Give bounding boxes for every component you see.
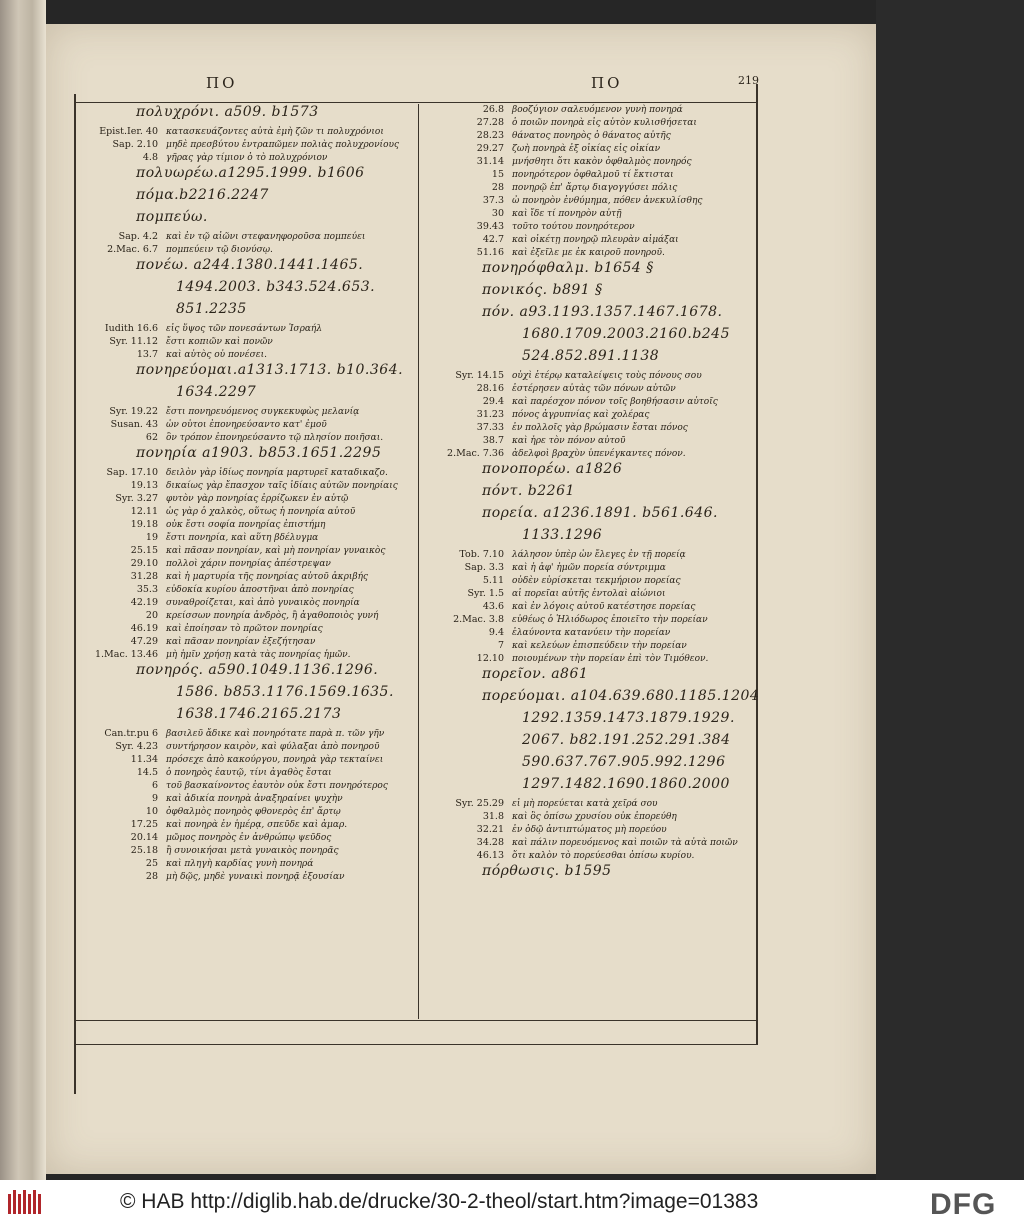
citation-text: εὐθέως ὁ Ἡλιόδωρος ἐποιεῖτο τὴν πορείαν [512,615,708,625]
citation-text: καὶ ἀδικία πονηρὰ ἀναξηραίνει ψυχὴν [166,794,343,804]
citation-line [76,152,416,165]
citation-reference: 28 [145,871,158,882]
citation-reference: 25.18 [130,845,158,856]
citation-reference: 47.29 [130,636,158,647]
citation-text: καὶ κελεύων ἐπισπεύδειν τὴν πορείαν [512,641,687,651]
bottom-double-rule [74,1044,758,1045]
citation-reference: 39.43 [476,221,504,232]
citation-text: ὡς γὰρ ὁ χαλκὸς, οὕτως ἡ πονηρία αὐτοῦ [166,507,356,517]
citation-text: καὶ ἐν τῷ αἰῶνι στεφανηφοροῦσα πομπεύει [166,232,366,242]
headword-continuation: 1680.1709.2003.2160.b245 [522,326,730,342]
citation-reference: Syr. 1.5 [467,588,504,599]
citation-reference: 30 [491,208,504,219]
citation-text: λάλησον ὑπὲρ ὧν ἔλεγες ἐν τῇ πορείᾳ [512,550,686,560]
citation-text: εὐδοκία κυρίου ἀποστῆναι ἀπὸ πονηρίας [166,585,354,595]
headword-continuation: 1494.2003. b343.524.653. [176,279,376,295]
citation-text: τοῦτο τούτου πονηρότερον [512,222,635,232]
citation-text: ἀδελφοὶ βραχὺν ὑπενέγκαντες πόνον. [512,449,686,459]
citation-text: ἢ συνοικήσαι μετὰ γυναικὸς πονηρᾶς [166,846,339,856]
citation-line [422,396,762,409]
citation-line [422,824,762,837]
headword-entry: πολυωρέω.a1295.1999. b1606 [136,165,365,181]
citation-text: καὶ ἡ μαρτυρία τῆς πονηρίας αὐτοῦ ἀκριβής [166,572,369,582]
citation-line [76,406,416,419]
citation-reference: 28.16 [476,383,504,394]
citation-text: καὶ ἐξεῖλε με ἐκ καιροῦ πονηροῦ. [512,248,665,258]
citation-line [76,323,416,336]
citation-text: πονηρότερον ὀφθαλμοῦ τί ἔκτισται [512,170,674,180]
citation-reference: 13.7 [136,349,158,360]
citation-text: θάνατος πονηρὸς ὁ θάνατος αὐτῆς [512,131,671,141]
viewer-footer [0,1180,1024,1225]
citation-line [76,519,416,532]
citation-reference: 25 [145,858,158,869]
citation-text: ἐλαύνοντα κατανύειν τὴν πορείαν [512,628,671,638]
citation-reference: Syr. 14.15 [455,370,504,381]
citation-reference: 28 [491,182,504,193]
citation-text: ὅτι καλὸν τὸ πορεύεσθαι ὀπίσω κυρίου. [512,851,695,861]
citation-line [422,614,762,627]
citation-line [422,143,762,156]
citation-text: καὶ ὃς ὀπίσω χρυσίου οὐκ ἐπορεύθη [512,812,677,822]
citation-reference: 46.19 [130,623,158,634]
citation-text: ὦ πονηρὸν ἐνθύμημα, πόθεν ἀνεκυλίσθης [512,196,703,206]
scan-background [876,0,1024,1180]
citation-line [422,588,762,601]
citation-line [76,819,416,832]
headword-continuation: 590.637.767.905.992.1296 [522,754,726,770]
citation-reference: 20 [145,610,158,621]
citation-reference: 35.3 [136,584,158,595]
citation-text: οὐδὲν εὑρίσκεται τεκμήριον πορείας [512,576,681,586]
citation-reference: 28.23 [476,130,504,141]
citation-text: ἐστέρησεν αὐτὰς τῶν πόνων αὐτῶν [512,384,676,394]
citation-reference: 6 [151,780,158,791]
citation-reference: 51.16 [476,247,504,258]
headword-entry: πορεία. a1236.1891. b561.646. [482,505,718,521]
citation-line [422,247,762,260]
headword-continuation: 1634.2297 [176,384,257,400]
citation-reference: 37.3 [482,195,504,206]
headword-entry: πολυχρόνι. a509. b1573 [136,104,319,120]
citation-line [76,467,416,480]
citation-reference: 2.Mac. 7.36 [447,448,504,459]
headword-continuation: 851.2235 [176,301,247,317]
headword-continuation: 1297.1482.1690.1860.2000 [522,776,730,792]
headword-continuation: 1586. b853.1176.1569.1635. [176,684,394,700]
citation-line [76,636,416,649]
headword-entry: πονικός. b891 § [482,282,603,298]
citation-line [422,383,762,396]
citation-text: καὶ ἴδε τί πονηρὸν αὐτῇ [512,209,622,219]
citation-line [76,728,416,741]
citation-line [76,767,416,780]
citation-text: ὀφθαλμὸς πονηρὸς φθονερὸς ἐπ' ἄρτῳ [166,807,341,817]
citation-reference: 31.14 [476,156,504,167]
citation-reference: 19 [145,532,158,543]
citation-reference: 12.10 [476,653,504,664]
citation-line [422,798,762,811]
citation-reference: 19.18 [130,519,158,530]
citation-text: εἰ μὴ πορεύεται κατὰ χεῖρά σου [512,799,658,809]
citation-reference: 46.13 [476,850,504,861]
citation-text: καὶ πᾶσαν πονηρίαν, καὶ μὴ πονηρίαν γυναικὸς [166,546,386,556]
page-number: 219 [738,74,759,87]
citation-reference: 5.11 [482,575,504,586]
headword-continuation: 1133.1296 [522,527,603,543]
headword-entry: πόντ. b2261 [482,483,575,499]
citation-text: βασιλεῦ ἄδικε καὶ πονηρότατε παρὰ π. τῶν γῆν [166,729,385,739]
citation-reference: 25.15 [130,545,158,556]
citation-line [422,601,762,614]
running-head-right: ΠΟ [591,74,623,92]
citation-line [76,419,416,432]
citation-text: μηδὲ πρεσβύτου ἐντραπῶμεν πολιὰς πολυχρονίους [166,140,399,150]
citation-text: ἔστι κοπιῶν καὶ πονῶν [166,337,273,347]
citation-reference: 31.23 [476,409,504,420]
citation-line [422,195,762,208]
citation-text: πόνος ἀγρυπνίας καὶ χολέρας [512,410,650,420]
citation-text: πομπεύειν τῷ διονύσῳ. [166,245,273,255]
citation-text: τοῦ βασκαίνοντος ἑαυτὸν οὐκ ἔστι πονηρότερος [166,781,388,791]
citation-line [76,623,416,636]
citation-reference: 62 [145,432,158,443]
citation-text: καὶ πάλιν πορευόμενος καὶ ποιῶν τὰ αὐτὰ ποιῶν [512,838,738,848]
citation-line [422,448,762,461]
citation-reference: 31.28 [130,571,158,582]
citation-reference: 7 [497,640,504,651]
citation-reference: 43.6 [482,601,504,612]
citation-line [76,244,416,257]
citation-reference: 29.10 [130,558,158,569]
citation-text: καὶ πονηρὰ ἐν ἡμέρᾳ, σπεῦδε καὶ ἀμαρ. [166,820,348,830]
citation-text: ἔστι πονηρία, καὶ αὕτη βδέλυγμα [166,533,319,543]
headword-continuation: 1292.1359.1473.1879.1929. [522,710,735,726]
citation-text: δειλὸν γὰρ ἰδίως πονηρία μαρτυρεῖ καταδικαζο. [166,468,388,478]
citation-line [76,793,416,806]
book-edge [0,0,46,1180]
citation-text: εἰς ὕψος τῶν πονεσάντων Ἰσραήλ [166,324,323,334]
citation-line [422,640,762,653]
dfg-logo[interactable]: DFG [930,1188,997,1221]
headword-entry: πονηρός. a590.1049.1136.1296. [136,662,379,678]
citation-line [76,649,416,662]
left-column [76,104,416,884]
citation-text: φυτὸν γὰρ πονηρίας ἐρρίζωκεν ἐν αὐτῷ [166,494,349,504]
citation-line [76,571,416,584]
citation-reference: Sap. 17.10 [106,467,158,478]
citation-reference: 9.4 [488,627,504,638]
citation-text: καὶ πᾶσαν πονηρίαν ἐξεζήτησαν [166,637,316,647]
citation-line [76,871,416,884]
citation-text: καὶ ἦρε τὸν πόνον αὐτοῦ [512,436,626,446]
citation-reference: Sap. 2.10 [112,139,158,150]
citation-reference: Tob. 7.10 [459,549,504,560]
citation-line [422,837,762,850]
citation-text: ζωὴ πονηρὰ ἐξ οἰκίας εἰς οἰκίαν [512,144,661,154]
citation-reference: Susan. 43 [110,419,158,430]
citation-reference: 15 [491,169,504,180]
citation-line [422,370,762,383]
headword-entry: πόν. a93.1193.1357.1467.1678. [482,304,723,320]
citation-line [422,653,762,666]
citation-reference: 34.28 [476,837,504,848]
citation-line [76,493,416,506]
citation-text: καὶ ἡ ἀφ' ἡμῶν πορεία σύντριμμα [512,563,666,573]
citation-line [76,610,416,623]
citation-reference: Syr. 11.12 [109,336,158,347]
headword-entry: πορεῖον. a861 [482,666,589,682]
citation-line [76,349,416,362]
citation-line [76,139,416,152]
citation-reference: 42.19 [130,597,158,608]
citation-line [422,182,762,195]
headword-entry: πονοπορέω. a1826 [482,461,623,477]
citation-reference: 12.11 [130,506,158,517]
citation-line [422,104,762,117]
citation-line [422,156,762,169]
citation-text: βοοζύγιον σαλευόμενον γυνὴ πονηρά [512,105,683,115]
citation-line [422,575,762,588]
book-page [46,24,876,1174]
citation-text: καὶ παρέσχον πόνον τοῖς βοηθήσασιν αὐτοῖς [512,397,718,407]
citation-text: ἐν πολλοῖς γὰρ βρώμασιν ἔσται πόνος [512,423,688,433]
right-column [422,104,762,885]
headword-entry: πονηρόφθαλμ. b1654 § [482,260,654,276]
citation-line [76,754,416,767]
citation-line [422,208,762,221]
citation-line [422,562,762,575]
citation-reference: 10 [145,806,158,817]
citation-line [76,584,416,597]
citation-reference: 37.33 [476,422,504,433]
citation-text: ἐν ὁδῷ ἀντιπτώματος μὴ πορεύου [512,825,667,835]
citation-reference: Can.tr.pu 6 [104,728,158,739]
headword-entry: πομπεύω. [136,209,208,225]
citation-line [76,558,416,571]
citation-reference: 4.8 [142,152,158,163]
citation-line [422,811,762,824]
headword-continuation: 2067. b82.191.252.291.384 [522,732,731,748]
citation-line [76,532,416,545]
citation-text: ὃν τρόπον ἐπονηρεύσαντο τῷ πλησίον ποιῆσαι. [166,433,384,443]
citation-reference: Epist.Ier. 40 [99,126,158,137]
bottom-rule [74,1020,758,1021]
citation-line [76,336,416,349]
citation-reference: Sap. 4.2 [118,231,158,242]
citation-reference: Syr. 25.29 [455,798,504,809]
citation-line [422,409,762,422]
citation-line [76,741,416,754]
headword-entry: πόρθωσις. b1595 [482,863,612,879]
citation-text: μὴ δῷς, μηδὲ γυναικὶ πονηρᾷ ἐξουσίαν [166,872,345,882]
citation-text: καὶ οἰκέτῃ πονηρῷ πλευρὰν αἱμάξαι [512,235,679,245]
citation-reference: Syr. 19.22 [109,406,158,417]
citation-line [76,126,416,139]
citation-text: ὁ πονηρὸς ἑαυτῷ, τίνι ἀγαθὸς ἔσται [166,768,332,778]
citation-reference: Syr. 3.27 [115,493,158,504]
column-divider [418,104,419,1019]
citation-line [422,234,762,247]
citation-text: αἱ πορεῖαι αὐτῆς ἐντολαὶ αἰώνιοι [512,589,666,599]
citation-reference: 29.27 [476,143,504,154]
headword-continuation: 524.852.891.1138 [522,348,660,364]
citation-reference: Iudith 16.6 [104,323,158,334]
citation-text: ὁ ποιῶν πονηρὰ εἰς αὐτὸν κυλισθήσεται [512,118,697,128]
citation-text: μνήσθητι ὅτι κακὸν ὀφθαλμὸς πονηρός [512,157,692,167]
citation-line [76,832,416,845]
citation-text: πολλοὶ χάριν πονηρίας ἀπέστρεψαν [166,559,331,569]
citation-reference: 14.5 [136,767,158,778]
citation-reference: 11.34 [130,754,158,765]
running-head-left: ΠΟ [206,74,238,92]
citation-line [422,221,762,234]
citation-text: κρείσσων πονηρία ἀνδρὸς, ἢ ἀγαθοποιὸς γυνή [166,611,379,621]
headword-entry: πονηρία a1903. b853.1651.2295 [136,445,382,461]
citation-line [422,130,762,143]
citation-text: δικαίως γὰρ ἔπασχον ταῖς ἰδίαις αὐτῶν πονηρίαις [166,481,398,491]
citation-line [76,480,416,493]
citation-text: συντήρησον καιρὸν, καὶ φύλαξαι ἀπὸ πονηροῦ [166,742,380,752]
citation-reference: 2.Mac. 6.7 [107,244,158,255]
citation-text: μὴ ἡμῖν χρήσῃ κατὰ τὰς πονηρίας ἡμῶν. [166,650,351,660]
citation-reference: 9 [151,793,158,804]
citation-text: ὧν οὗτοι ἐπονηρεύσαντο κατ' ἐμοῦ [166,420,327,430]
headword-continuation: 1638.1746.2165.2173 [176,706,342,722]
hab-logo-icon[interactable] [6,1188,46,1216]
citation-text: ποιουμένων τὴν πορείαν ἐπὶ τὸν Τιμόθεον. [512,654,709,664]
headword-entry: πονέω. a244.1380.1441.1465. [136,257,364,273]
citation-line [76,806,416,819]
citation-line [422,435,762,448]
citation-reference: 29.4 [482,396,504,407]
citation-reference: 17.25 [130,819,158,830]
citation-reference: 42.7 [482,234,504,245]
top-rule [74,102,758,103]
citation-line [76,858,416,871]
citation-line [422,850,762,863]
citation-text: πονηρῷ ἐπ' ἄρτῳ διαγογγύσει πόλις [512,183,678,193]
citation-text: κατασκευάζοντες αὐτὰ ἐμὴ ζῶν τι πολυχρόνιοι [166,127,384,137]
headword-entry: πορεύομαι. a104.639.680.1185.1204 [482,688,760,704]
citation-line [76,231,416,244]
citation-line [76,545,416,558]
copyright-url[interactable]: © HAB http://diglib.hab.de/drucke/30-2-theol/start.htm?image=01383 [120,1190,759,1213]
citation-reference: 1.Mac. 13.46 [94,649,158,660]
citation-text: καὶ ἐν λόγοις αὐτοῦ κατέστησε πορείας [512,602,696,612]
citation-line [76,845,416,858]
citation-line [76,597,416,610]
citation-reference: Sap. 3.3 [464,562,504,573]
citation-line [422,422,762,435]
citation-reference: 27.28 [476,117,504,128]
citation-line [422,117,762,130]
citation-reference: Syr. 4.23 [115,741,158,752]
citation-text: καὶ ἐποίησαν τὸ πρῶτον πονηρίας [166,624,323,634]
citation-line [76,432,416,445]
citation-text: οὐχὶ ἑτέρῳ καταλείψεις τοὺς πόνους σου [512,371,702,381]
citation-text: ἔστι πονηρευόμενος συγκεκυφὼς μελανίᾳ [166,407,360,417]
headword-entry: πονηρεύομαι.a1313.1713. b10.364. [136,362,404,378]
citation-reference: 19.13 [130,480,158,491]
citation-text: συναθροίζεται, καὶ ἀπὸ γυναικὸς πονηρία [166,598,360,608]
citation-text: καὶ αὐτὸς οὐ πονέσει. [166,350,267,360]
citation-reference: 31.8 [482,811,504,822]
citation-reference: 32.21 [476,824,504,835]
citation-reference: 26.8 [482,104,504,115]
citation-line [422,169,762,182]
citation-text: καὶ πληγὴ καρδίας γυνὴ πονηρά [166,859,314,869]
citation-reference: 20.14 [130,832,158,843]
citation-line [422,549,762,562]
citation-text: γῆρας γὰρ τίμιον ὁ τὸ πολυχρόνιον [166,153,328,163]
citation-text: μῶμος πονηρὸς ἐν ἀνθρώπῳ ψεῦδος [166,833,332,843]
citation-text: πρόσεχε ἀπὸ κακούργου, πονηρὰ γὰρ τεκταίνει [166,755,384,765]
citation-text: οὐκ ἔστι σοφία πονηρίας ἐπιστήμη [166,520,326,530]
citation-line [76,780,416,793]
citation-reference: 2.Mac. 3.8 [453,614,504,625]
citation-reference: 38.7 [482,435,504,446]
citation-line [422,627,762,640]
citation-line [76,506,416,519]
headword-entry: πόμα.b2216.2247 [136,187,269,203]
